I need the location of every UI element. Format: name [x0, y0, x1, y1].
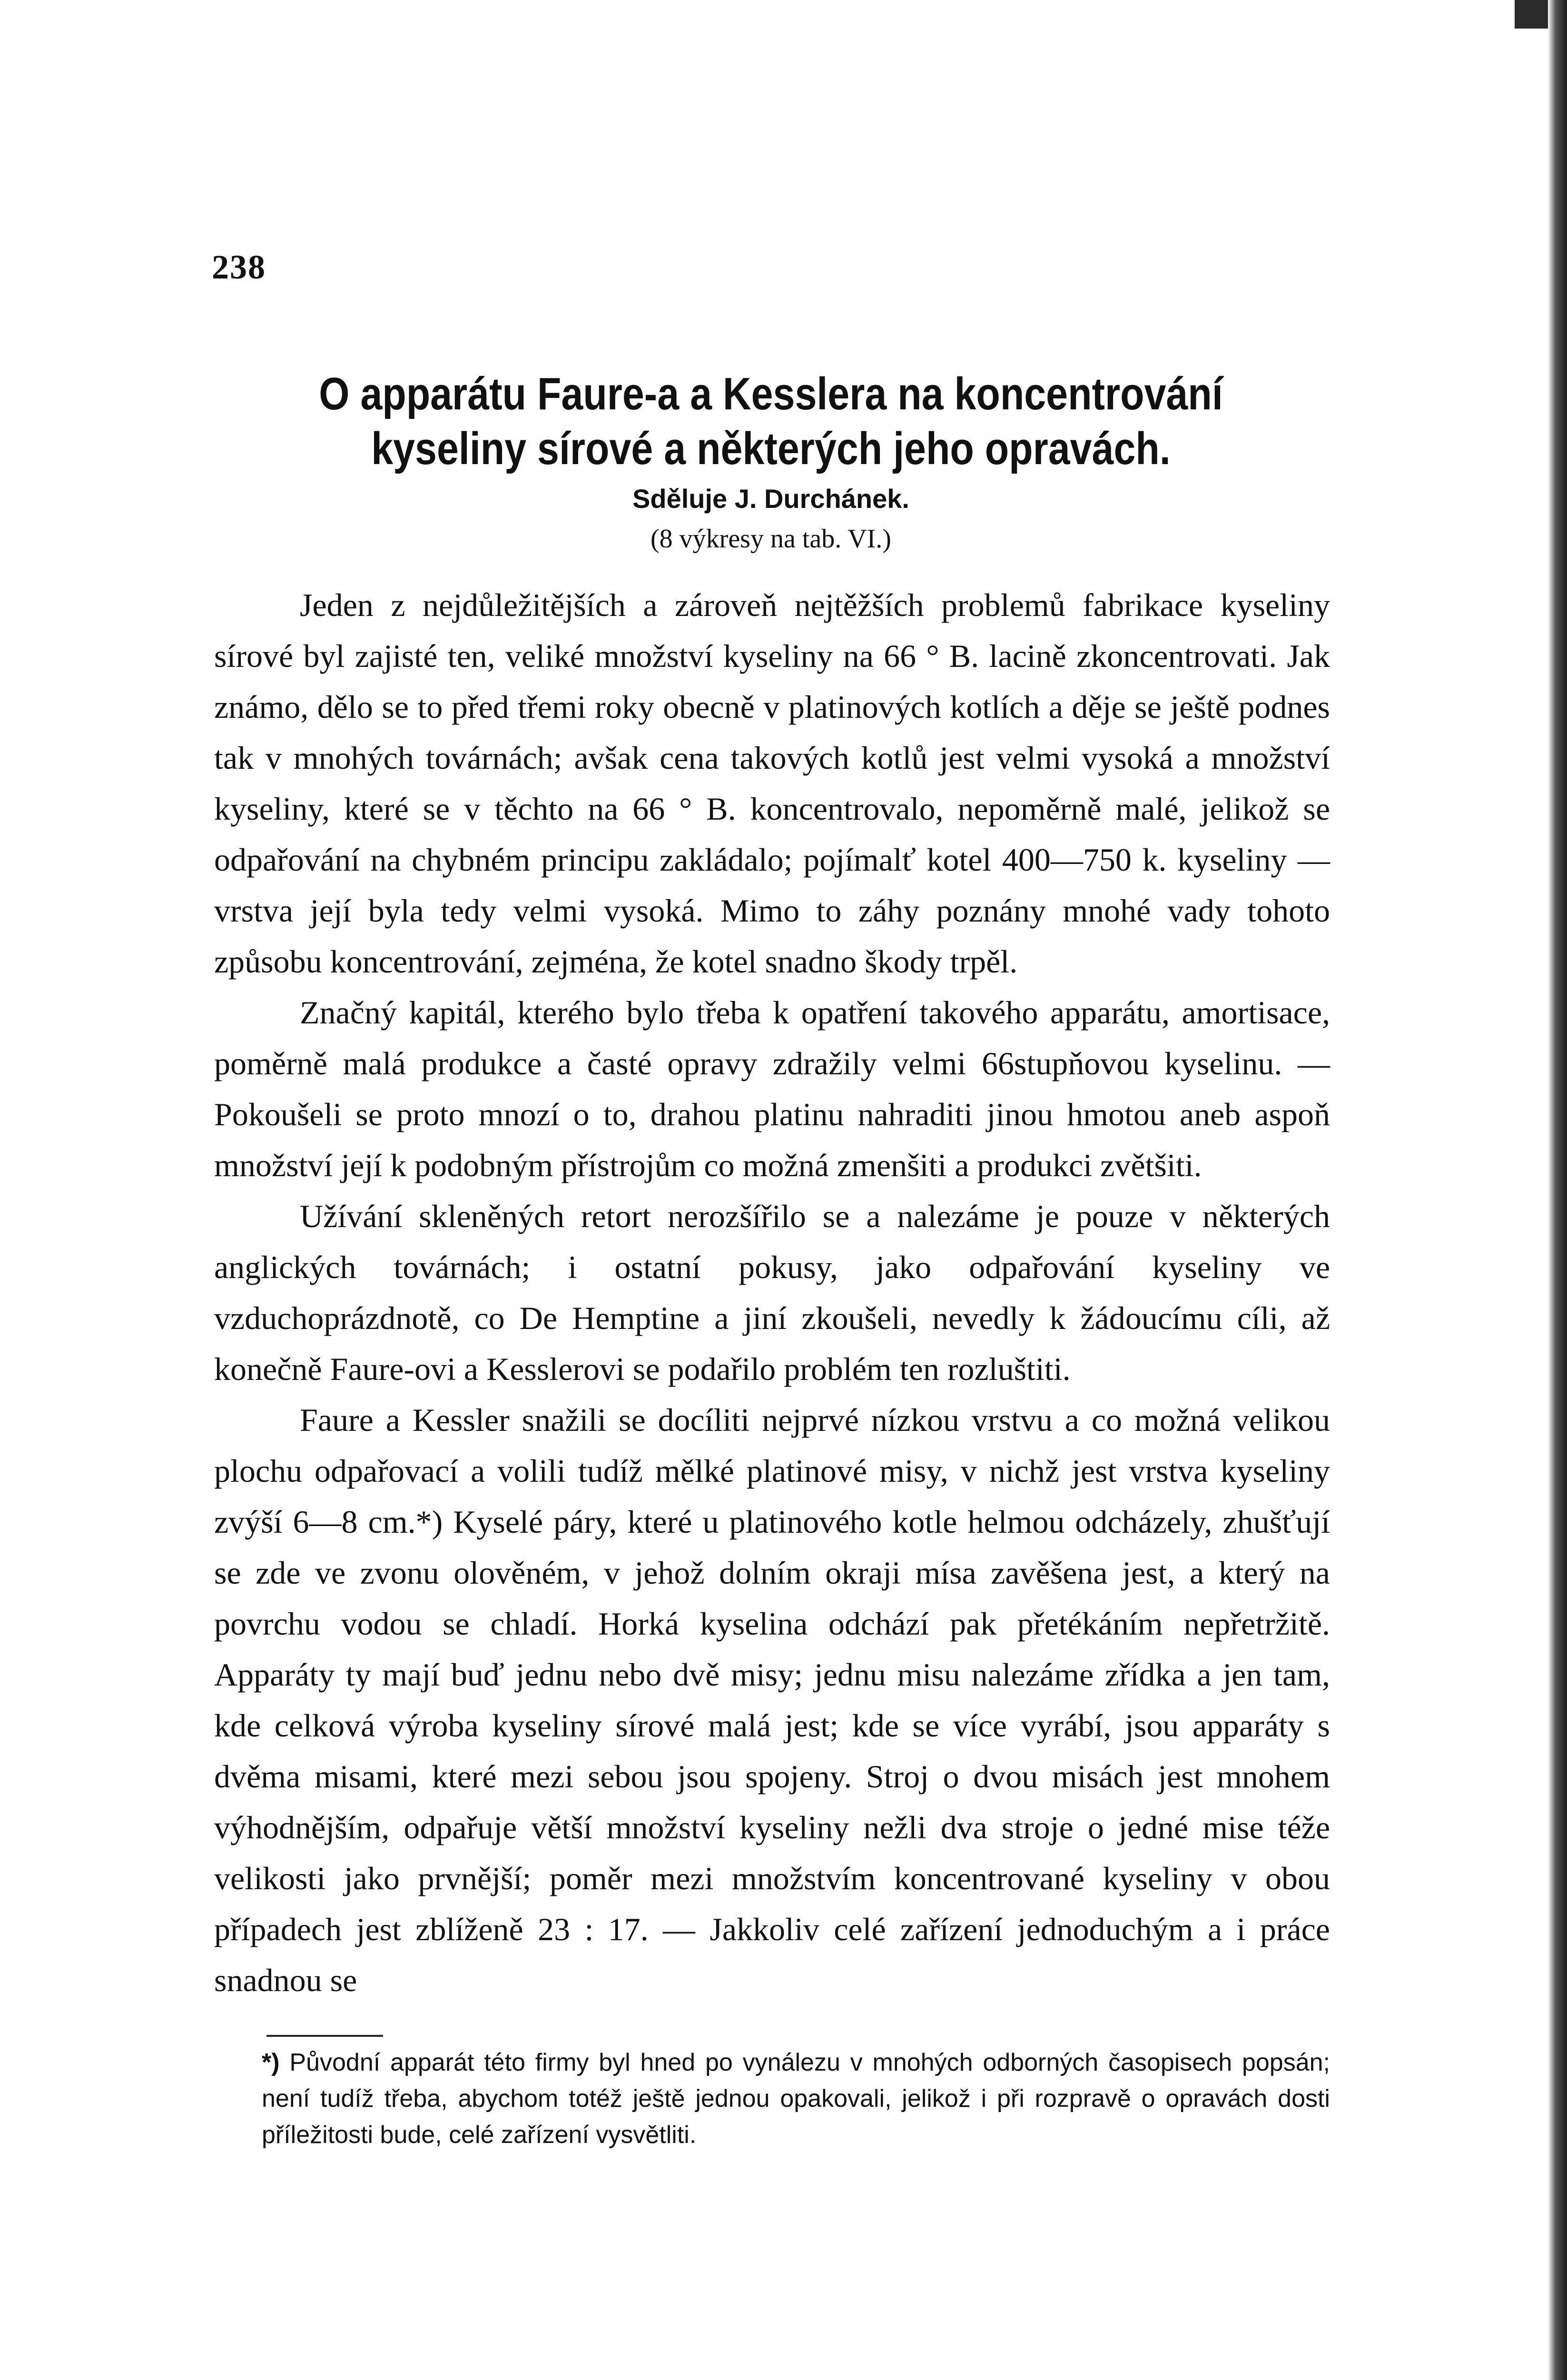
figures-note: (8 výkresy na tab. VI.)	[650, 524, 891, 554]
body-paragraph: Jeden z nejdůležitějších a zároveň nejtěžších problemů fabrikace kyseliny sírové byl zajisté ten, veliké množství kyseliny na 66 ° B. lacině zkoncentrovati. Jak známo, dělo se to před třemi roky obecně v platinových kotlích a děje se ještě podnes tak v mnohých továrnách; avšak cena takových kotlů jest velmi vysoká a množství kyseliny, které se v těchto na 66 ° B. koncentrovalo, nepoměrně malé, jelikož se odpařování na chybném principu zakládalo; pojímalť kotel 400—750 k. kyseliny — vrstva její byla tedy velmi vysoká. Mimo to záhy poznány mnohé vady tohoto způsobu koncentrování, zejména, že kotel snadno škody trpěl.	[214, 587, 1330, 980]
footnote	[262, 2044, 1330, 2153]
footnote-marker: *)	[262, 2049, 280, 2076]
article-body	[214, 580, 1330, 2006]
page-edge-shadow	[1548, 0, 1567, 2380]
footnotes	[262, 2044, 1330, 2153]
body-paragraph: Faure a Kessler snažili se docíliti nejprvé nízkou vrstvu a co možná velikou plochu odpařovací a volili tudíž mělké platinové misy, v nichž jest vrstva kyseliny zvýší 6—8 cm.*) Kyselé páry, které u platinového kotle helmou odcházely, zhušťují se zde ve zvonu olověném, v jehož dolním okraji mísa zavěšena jest, a který na povrchu vodou se chladí. Horká kyselina odchází pak přetékáním nepřetržitě. Apparáty ty mají buď jednu nebo dvě misy; jednu misu nalezáme zřídka a jen tam, kde celková výroba kyseliny sírové malá jest; kde se více vyrábí, jsou apparáty s dvěma misami, které mezi sebou jsou spojeny. Stroj o dvou misách jest mnohem výhodnějším, odpařuje větší množství kyseliny nežli dva stroje o jedné mise téže velikosti jako prvnější; poměr mezi množstvím koncentrované kyseliny v obou případech jest zblíženě 23 : 17. — Jakkoliv celé zařízení jednoduchým a i práce snadnou se	[214, 1402, 1330, 1998]
footnote-divider	[266, 2035, 383, 2037]
body-paragraph: Značný kapitál, kterého bylo třeba k opatření takového apparátu, amortisace, poměrně malá produkce a časté opravy zdražily velmi 66stupňovou kyselinu. — Pokoušeli se proto mnozí o to, drahou platinu nahraditi jinou hmotou aneb aspoň množství její k podobným přístrojům co možná zmenšiti a produkci zvětšiti.	[214, 994, 1330, 1183]
article-title: O apparátu Faure-a a Kesslera na koncentrování kyseliny sírové a některých jeho opravách.	[319, 368, 1223, 474]
article-author: Sděluje J. Durchánek.	[632, 484, 909, 514]
page-number: 238	[212, 248, 266, 286]
footnote-text: Původní apparát této firmy byl hned po vynálezu v mnohých odborných časopisech popsán; není tudíž třeba, abychom totéž ještě jednou opakovali, jelikož i při rozpravě o opravách dosti příležitosti bude, celé zařízení vysvětliti.	[262, 2049, 1330, 2149]
page-corner-shadow	[1515, 0, 1548, 29]
body-paragraph: Užívání skleněných retort nerozšířilo se a nalezáme je pouze v některých anglických továrnách; i ostatní pokusy, jako odpařování kyseliny ve vzduchoprázdnotě, co De Hemptine a jiní zkoušeli, nevedly k žádoucímu cíli, až konečně Faure-ovi a Kesslerovi se podařilo problém ten rozluštiti.	[214, 1198, 1330, 1387]
